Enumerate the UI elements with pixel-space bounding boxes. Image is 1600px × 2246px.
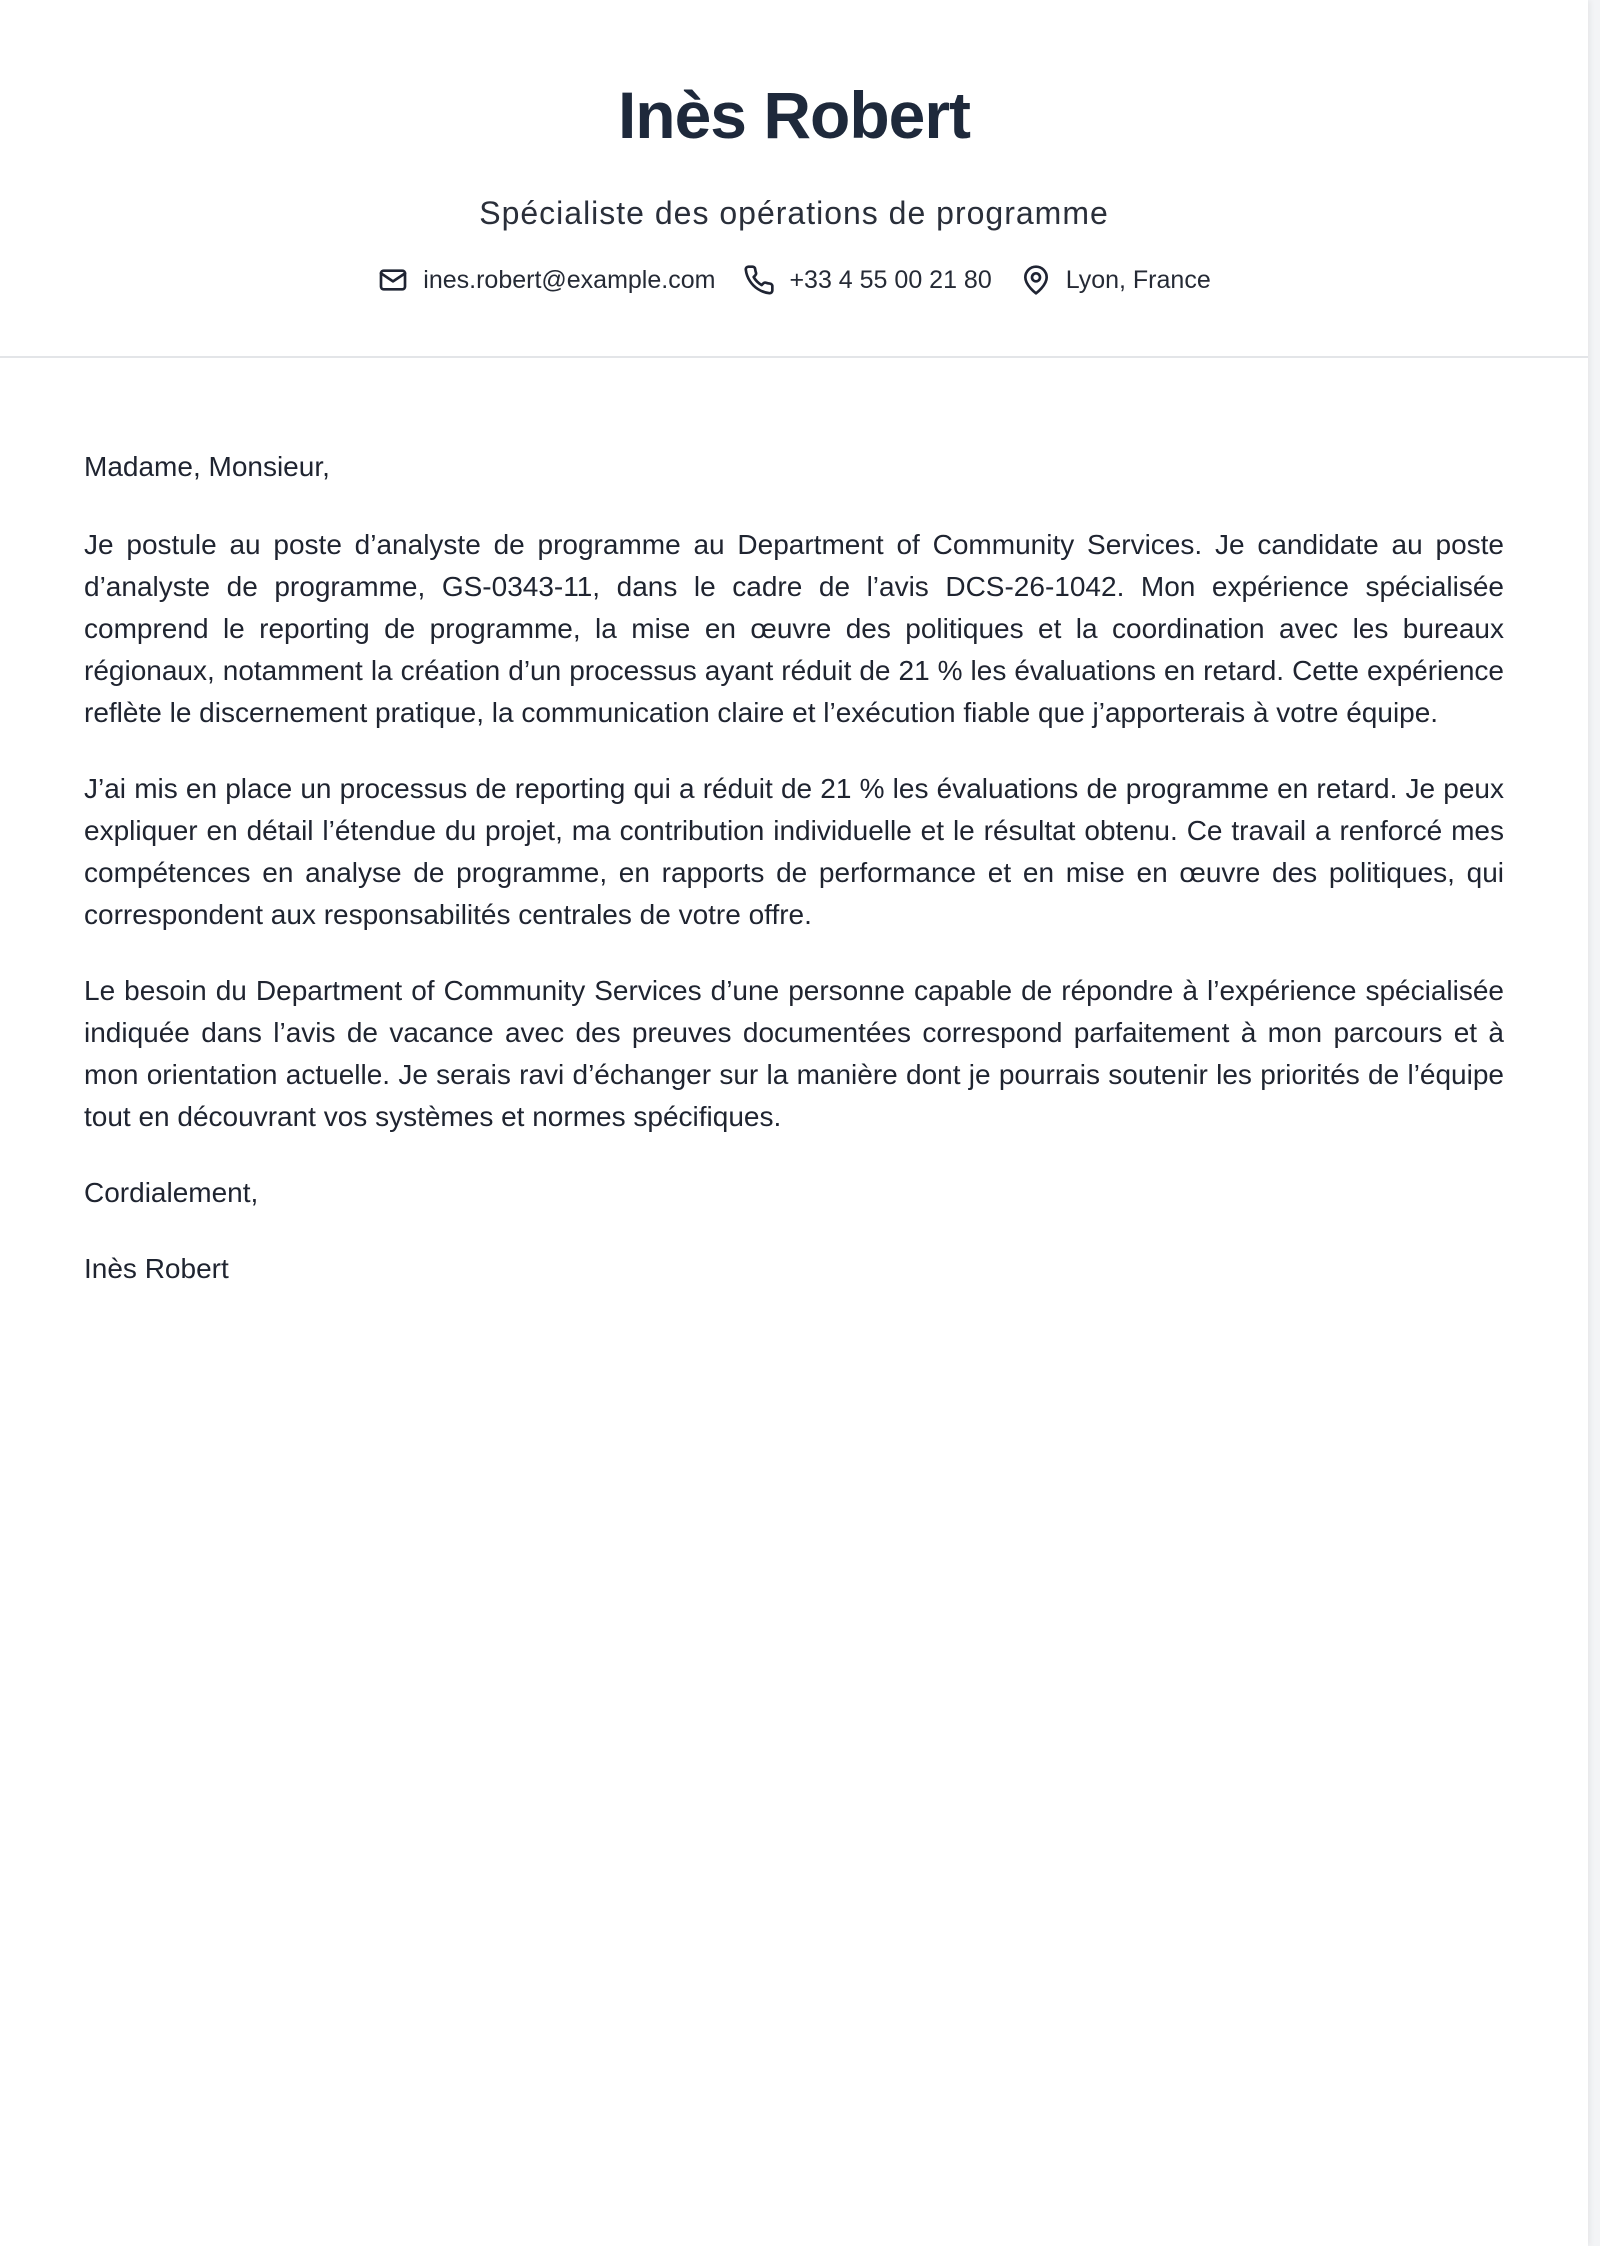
map-pin-icon <box>1020 264 1066 296</box>
job-title: Spécialiste des opérations de programme <box>479 195 1109 231</box>
phone-text: +33 4 55 00 21 80 <box>789 266 992 294</box>
salutation: Madame, Monsieur, <box>84 451 330 482</box>
letter-body <box>84 446 1504 1324</box>
letter-header <box>0 0 1588 358</box>
email-text: ines.robert@example.com <box>423 266 716 294</box>
mail-icon <box>377 264 423 296</box>
body-paragraph: Je postule au poste d’analyste de programme au Department of Community Services. Je candidate au poste d’analyste de programme, GS-0343-11, dans le cadre de l’avis DCS-26-1042. Mon expérience spécialisée comprend le reporting de programme, la mise en œuvre des politiques et la coordination avec les bureaux régionaux, notamment la création d’un processus ayant réduit de 21 % les évaluations en retard. Cette expérience reflète le discernement pratique, la communication claire et l’exécution fiable que j’apporterais à votre équipe. <box>84 529 1504 728</box>
applicant-name: Inès Robert <box>617 78 971 152</box>
body-paragraph: J’ai mis en place un processus de reporting qui a réduit de 21 % les évaluations de programme en retard. Je peux expliquer en détail l’étendue du projet, ma contribution individuelle et le résultat obtenu. Ce travail a renforcé mes compétences en analyse de programme, en rapports de performance et en mise en œuvre des politiques, qui correspondent aux responsabilités centrales de votre offre. <box>84 773 1504 930</box>
location-text: Lyon, France <box>1065 266 1211 294</box>
body-paragraph: Le besoin du Department of Community Services d’une personne capable de répondre à l’expérience spécialisée indiquée dans l’avis de vacance avec des preuves documentées correspond parfaitement à mon parcours et à mon orientation actuelle. Je serais ravi d’échanger sur la manière dont je pourrais soutenir les priorités de l’équipe tout en découvrant vos systèmes et normes spécifiques. <box>84 975 1504 1132</box>
contact-row <box>0 262 1588 298</box>
contact-email[interactable] <box>377 262 715 298</box>
closing: Cordialement, <box>84 1177 259 1208</box>
signature: Inès Robert <box>84 1253 229 1284</box>
phone-icon <box>743 264 789 296</box>
contact-location <box>1020 262 1211 298</box>
contact-phone[interactable] <box>743 262 991 298</box>
